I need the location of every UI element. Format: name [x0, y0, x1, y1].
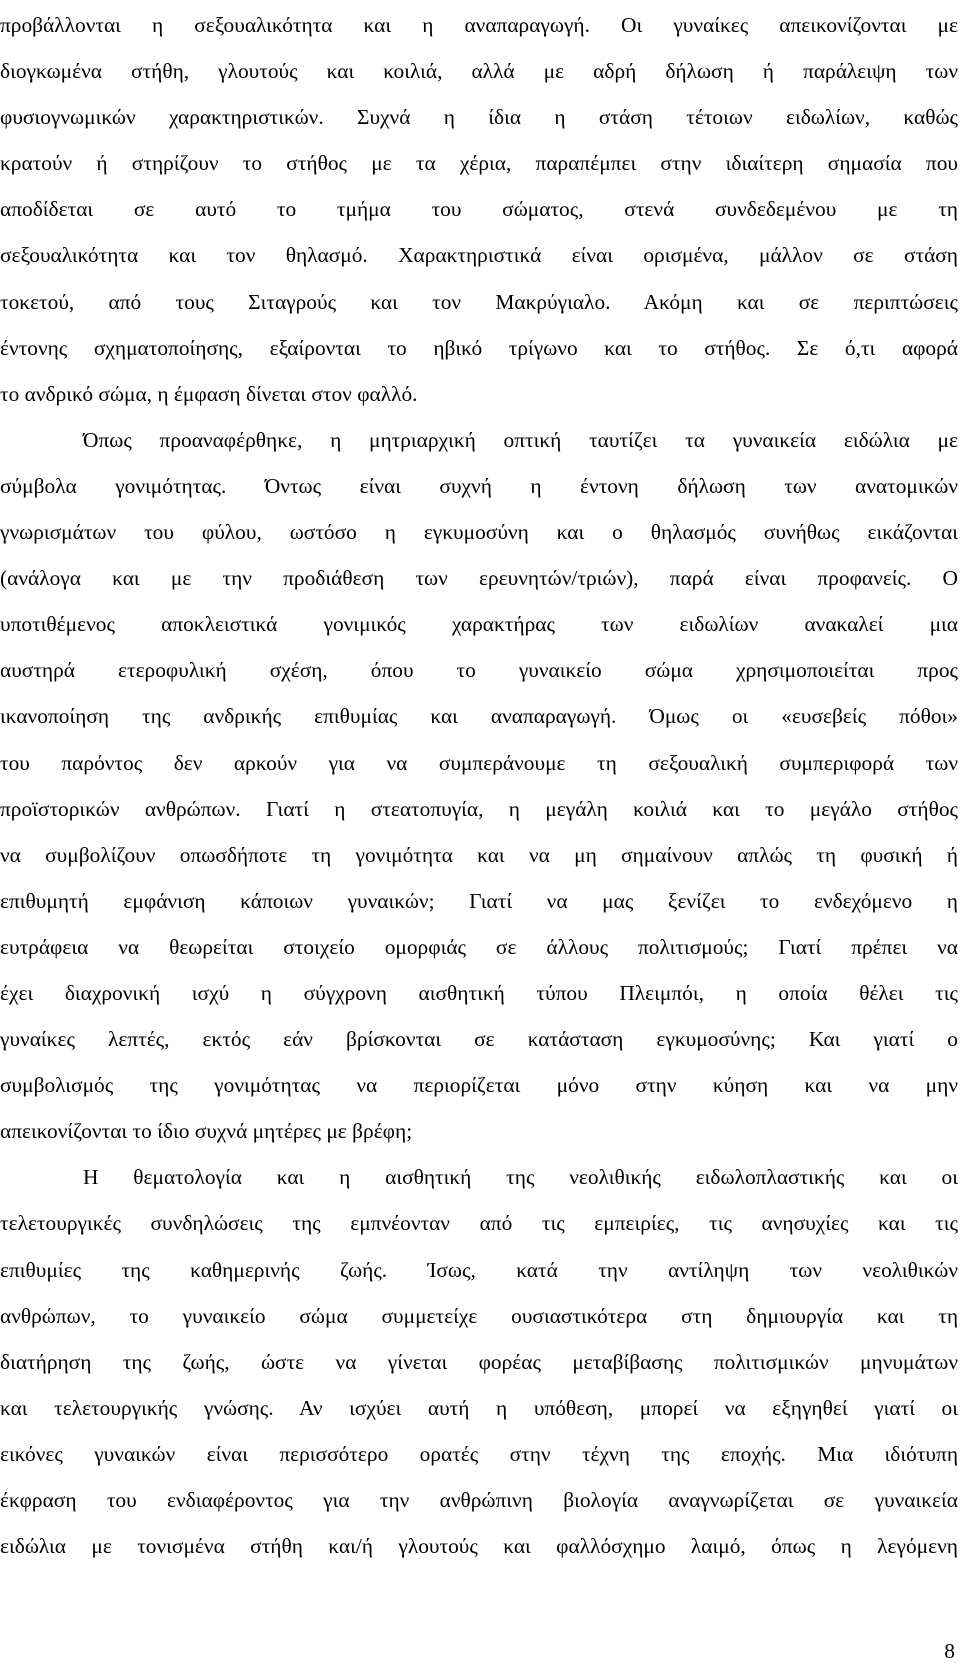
- text-line: αυστηρά ετεροφυλική σχέση, όπου το γυναικείο σώμα χρησιμοποιείται προς: [0, 658, 958, 683]
- text-line: να συμβολίζουν οπωσδήποτε τη γονιμότητα και να μη σημαίνουν απλώς τη φυσική ή: [0, 842, 958, 867]
- text-line: γυναίκες λεπτές, εκτός εάν βρίσκονται σε κατάσταση εγκυμοσύνης; Και γιατί ο: [0, 1027, 958, 1052]
- page-number: 8: [944, 1639, 955, 1663]
- text-line: τοκετού, από τους Σιταγρούς και τον Μακρύγιαλο. Ακόμη και σε περιπτώσεις: [0, 289, 958, 314]
- text-line: έκφραση του ενδιαφέροντος για την ανθρώπινη βιολογία αναγνωρίζεται σε γυναικεία: [0, 1488, 958, 1512]
- text-line: του παρόντος δεν αρκούν για να συμπεράνουμε τη σεξουαλική συμπεριφορά των: [0, 750, 958, 775]
- text-line: ανθρώπων, το γυναικείο σώμα συμμετείχε ουσιαστικότερα στη δημιουργία και τη: [0, 1303, 958, 1328]
- body-text: [0, 2, 958, 1569]
- text-line: συμβολισμός της γονιμότητας να περιορίζεται μόνο στην κύηση και να μην: [0, 1073, 958, 1098]
- text-line: επιθυμίες της καθημερινής ζωής. Ίσως, κατά την αντίληψη των νεολιθικών: [0, 1257, 958, 1282]
- text-line: και τελετουργικής γνώσης. Αν ισχύει αυτή η υπόθεση, μπορεί να εξηγηθεί γιατί οι: [0, 1395, 958, 1420]
- text-line: αποδίδεται σε αυτό το τμήμα του σώματος, στενά συνδεδεμένου με τη: [0, 197, 958, 222]
- text-line: απεικονίζονται το ίδιο συχνά μητέρες με βρέφη;: [0, 1119, 413, 1144]
- text-line: προβάλλονται η σεξουαλικότητα και η αναπαραγωγή. Οι γυναίκες απεικονίζονται με: [0, 13, 958, 37]
- text-line: έχει διαχρονική ισχύ η σύγχρονη αισθητική τύπου Πλειμπόι, η οποία θέλει τις: [0, 980, 958, 1005]
- text-line: εικόνες γυναικών είναι περισσότερο ορατές στην τέχνη της εποχής. Μια ιδιότυπη: [0, 1441, 958, 1466]
- text-line: ικανοποίηση της ανδρικής επιθυμίας και αναπαραγωγή. Όμως οι «ευσεβείς πόθοι»: [0, 704, 958, 729]
- text-line: ευτράφεια να θεωρείται στοιχείο ομορφιάς σε άλλους πολιτισμούς; Γιατί πρέπει να: [0, 934, 958, 959]
- text-line: επιθυμητή εμφάνιση κάποιων γυναικών; Γιατί να μας ξενίζει το ενδεχόμενο η: [0, 888, 958, 913]
- text-line: διογκωμένα στήθη, γλουτούς και κοιλιά, αλλά με αδρή δήλωση ή παράλειψη των: [0, 59, 958, 84]
- text-line: το ανδρικό σώμα, η έμφαση δίνεται στον φαλλό.: [0, 381, 418, 406]
- paragraph-first-line: Η θεματολογία και η αισθητική της νεολιθικής ειδωλοπλαστικής και οι: [83, 1165, 958, 1190]
- text-line: (ανάλογα και με την προδιάθεση των ερευνητών/τριών), παρά είναι προφανείς. Ο: [0, 566, 958, 591]
- paragraph-first-line: Όπως προαναφέρθηκε, η μητριαρχική οπτική ταυτίζει τα γυναικεία ειδώλια με: [83, 427, 958, 452]
- text-line: έντονης σχηματοποίησης, εξαίρονται το ηβικό τρίγωνο και το στήθος. Σε ό,τι αφορά: [0, 335, 958, 360]
- text-line: προϊστορικών ανθρώπων. Γιατί η στεατοπυγία, η μεγάλη κοιλιά και το μεγάλο στήθος: [0, 796, 958, 821]
- text-line: σεξουαλικότητα και τον θηλασμό. Χαρακτηριστικά είναι ορισμένα, μάλλον σε στάση: [0, 243, 958, 268]
- text-line: κρατούν ή στηρίζουν το στήθος με τα χέρια, παραπέμπει στην ιδιαίτερη σημασία που: [0, 151, 958, 176]
- text-line: διατήρηση της ζωής, ώστε να γίνεται φορέας μεταβίβασης πολιτισμικών μηνυμάτων: [0, 1349, 958, 1374]
- text-line: φυσιογνωμικών χαρακτηριστικών. Συχνά η ίδια η στάση τέτοιων ειδωλίων, καθώς: [0, 105, 958, 130]
- text-line: γνωρισμάτων του φύλου, ωστόσο η εγκυμοσύνη και ο θηλασμός συνήθως εικάζονται: [0, 520, 958, 545]
- text-line: υποτιθέμενος αποκλειστικά γονιμικός χαρακτήρας των ειδωλίων ανακαλεί μια: [0, 612, 958, 637]
- text-line: ειδώλια με τονισμένα στήθη και/ή γλουτούς και φαλλόσχημο λαιμό, όπως η λεγόμενη: [0, 1534, 958, 1559]
- text-line: σύμβολα γονιμότητας. Όντως είναι συχνή η έντονη δήλωση των ανατομικών: [0, 473, 958, 498]
- text-line: τελετουργικές συνδηλώσεις της εμπνέονταν από τις εμπειρίες, τις ανησυχίες και τις: [0, 1211, 958, 1236]
